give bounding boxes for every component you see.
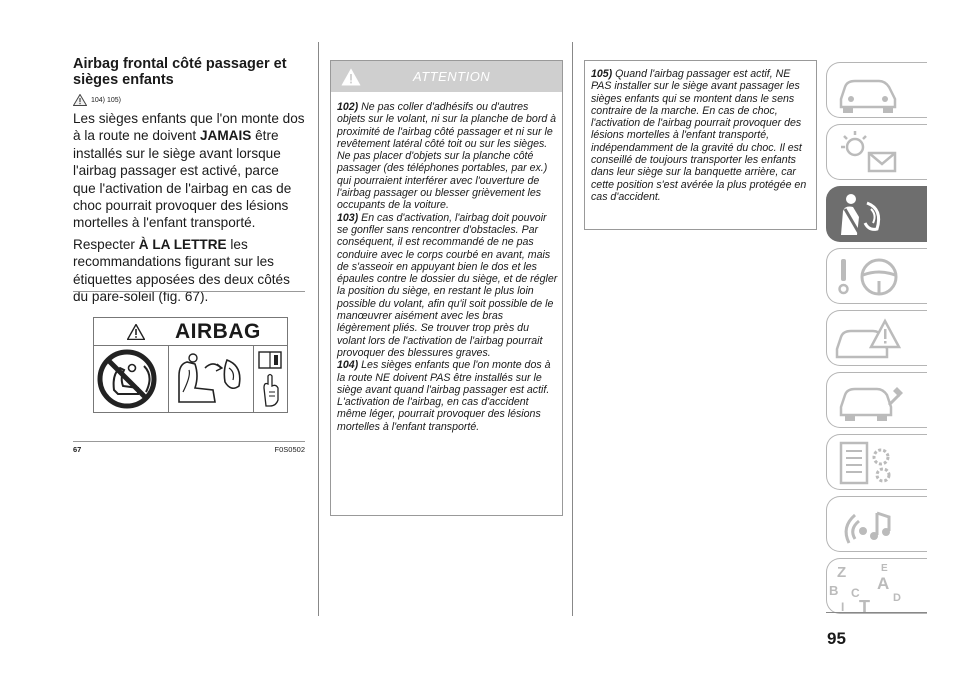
maintenance-icon <box>827 373 927 428</box>
note-102: 102) Ne pas coller d'adhésifs ou d'autres objets sur le volant, ni sur la planche de bord à proximité de l'airbag côté passager et ni sur le revêtement latéral côté toit ou sur les sièges. Ne pas placer d'objets sur la planche côté passager (des téléphones portables, par ex.) qui pourraient interférer avec l'ouverture de l'airbag passager ou blesser grièvement les occupants de la voiture. <box>337 101 557 212</box>
warning-triangle-icon <box>341 68 361 86</box>
emphasis-a-la-lettre: À LA LETTRE <box>138 236 227 252</box>
warning-references <box>73 94 305 106</box>
column-divider <box>318 42 319 616</box>
index-letter: D <box>893 592 901 604</box>
attention-header <box>331 61 562 92</box>
read-manual-icon <box>254 346 287 412</box>
tab-starting-driving[interactable] <box>826 248 927 304</box>
column-divider <box>572 42 573 616</box>
attention-box <box>330 60 563 516</box>
seat-airbag-icon <box>169 346 253 412</box>
figure-caption <box>73 441 305 454</box>
airbag-seatbelt-icon <box>827 187 927 242</box>
chapter-index-tabs <box>826 62 927 620</box>
figure-code: F0S0502 <box>274 445 305 454</box>
warning-lights-icon <box>827 125 927 180</box>
warning-triangle-icon <box>127 324 145 340</box>
tabs-divider <box>826 612 927 613</box>
note-105-box <box>584 60 817 230</box>
section-title: Airbag frontal côté passager et sièges enfants <box>73 56 287 88</box>
note-103: 103) En cas d'activation, l'airbag doit pouvoir se gonfler sans rencontrer d'obstacles. Par conséquent, il est recommandé de ne pas conduire avec le corps courbé en avant, mais de s'asseoir en appuyant bien le dos et les épaules contre le dossier du siège, et de régler la position du siège, en restant le plus loin possible du volant, afin qu'il soit possible de le manœuvrer aisément avec les bras légèrement pliés. Se trouver trop près du volant lors de l'activation de l'airbag pourrait provoquer des blessures graves. <box>337 211 558 359</box>
emphasis-jamais: JAMAIS <box>199 128 252 144</box>
alphabetical-index-icon <box>827 559 927 614</box>
note-104: 104) Les sièges enfants que l'on monte dos à la route NE doivent PAS être installés sur le siège avant quand l'airbag passager est actif. L'activation de l'airbag, en cas d'accident même léger, pourrait provoquer des lésions mortelles à l'enfant transporté. <box>337 359 551 433</box>
breakdown-icon <box>827 311 927 366</box>
tab-index[interactable] <box>826 558 927 614</box>
index-letter: T <box>859 597 870 615</box>
no-rear-facing-child-seat-icon <box>94 346 168 412</box>
tab-safety[interactable] <box>826 186 927 242</box>
technical-data-icon <box>827 435 927 490</box>
page-number: 95 <box>827 629 846 648</box>
index-letter: B <box>829 583 839 598</box>
main-column <box>73 56 305 305</box>
attention-title: ATTENTION <box>413 69 491 84</box>
attention-notes <box>331 92 562 433</box>
index-letter: A <box>877 574 890 593</box>
warning-triangle-icon <box>73 94 87 106</box>
references-text: 104) 105) <box>91 96 121 104</box>
note-105: 105) Quand l'airbag passager est actif, NE PAS installer sur le siège avant passager les sièges enfants qui se montent dans le sens contraire de la marche. En cas de choc, l'activation de l'airbag pourrait provoquer des lésions mortelles à l'enfant transporté, indépendamment de la gravité du choc. Il est conseillé de toujours transporter les enfants dans leur siège sur la banquette arrière, car cette position s'est avérée la plus protégée en cas d'accident. <box>591 68 807 203</box>
index-letter: I <box>841 600 845 614</box>
tab-car[interactable] <box>826 62 927 118</box>
tab-maintenance[interactable] <box>826 372 927 428</box>
index-letter: Z <box>837 564 847 581</box>
tab-emergency[interactable] <box>826 310 927 366</box>
divider <box>73 291 305 292</box>
tab-technical-data[interactable] <box>826 434 927 490</box>
figure-number: 67 <box>73 445 82 454</box>
steering-wheel-icon <box>827 249 927 304</box>
paragraph-1: Les sièges enfants que l'on monte dos à la route ne doivent JAMAIS être installés sur le siège avant lorsque l'airbag passager est activé, parce que l'activation de l'airbag en cas de choc pourrait provoquer des lésions mortelles à l'enfant transporté. <box>73 111 305 231</box>
multimedia-icon <box>827 497 927 552</box>
tab-warning-lights[interactable] <box>826 124 927 180</box>
index-letter: C <box>851 586 860 600</box>
tab-multimedia[interactable] <box>826 496 927 552</box>
airbag-label-figure <box>93 317 288 413</box>
car-icon <box>827 63 927 118</box>
index-letter: E <box>881 563 888 574</box>
airbag-label-text: AIRBAG <box>175 319 261 343</box>
paragraph-2: Respecter À LA LETTRE les recommandations figurant sur les étiquettes apposées des deux côtés du pare-soleil (fig. 67). <box>73 236 290 305</box>
